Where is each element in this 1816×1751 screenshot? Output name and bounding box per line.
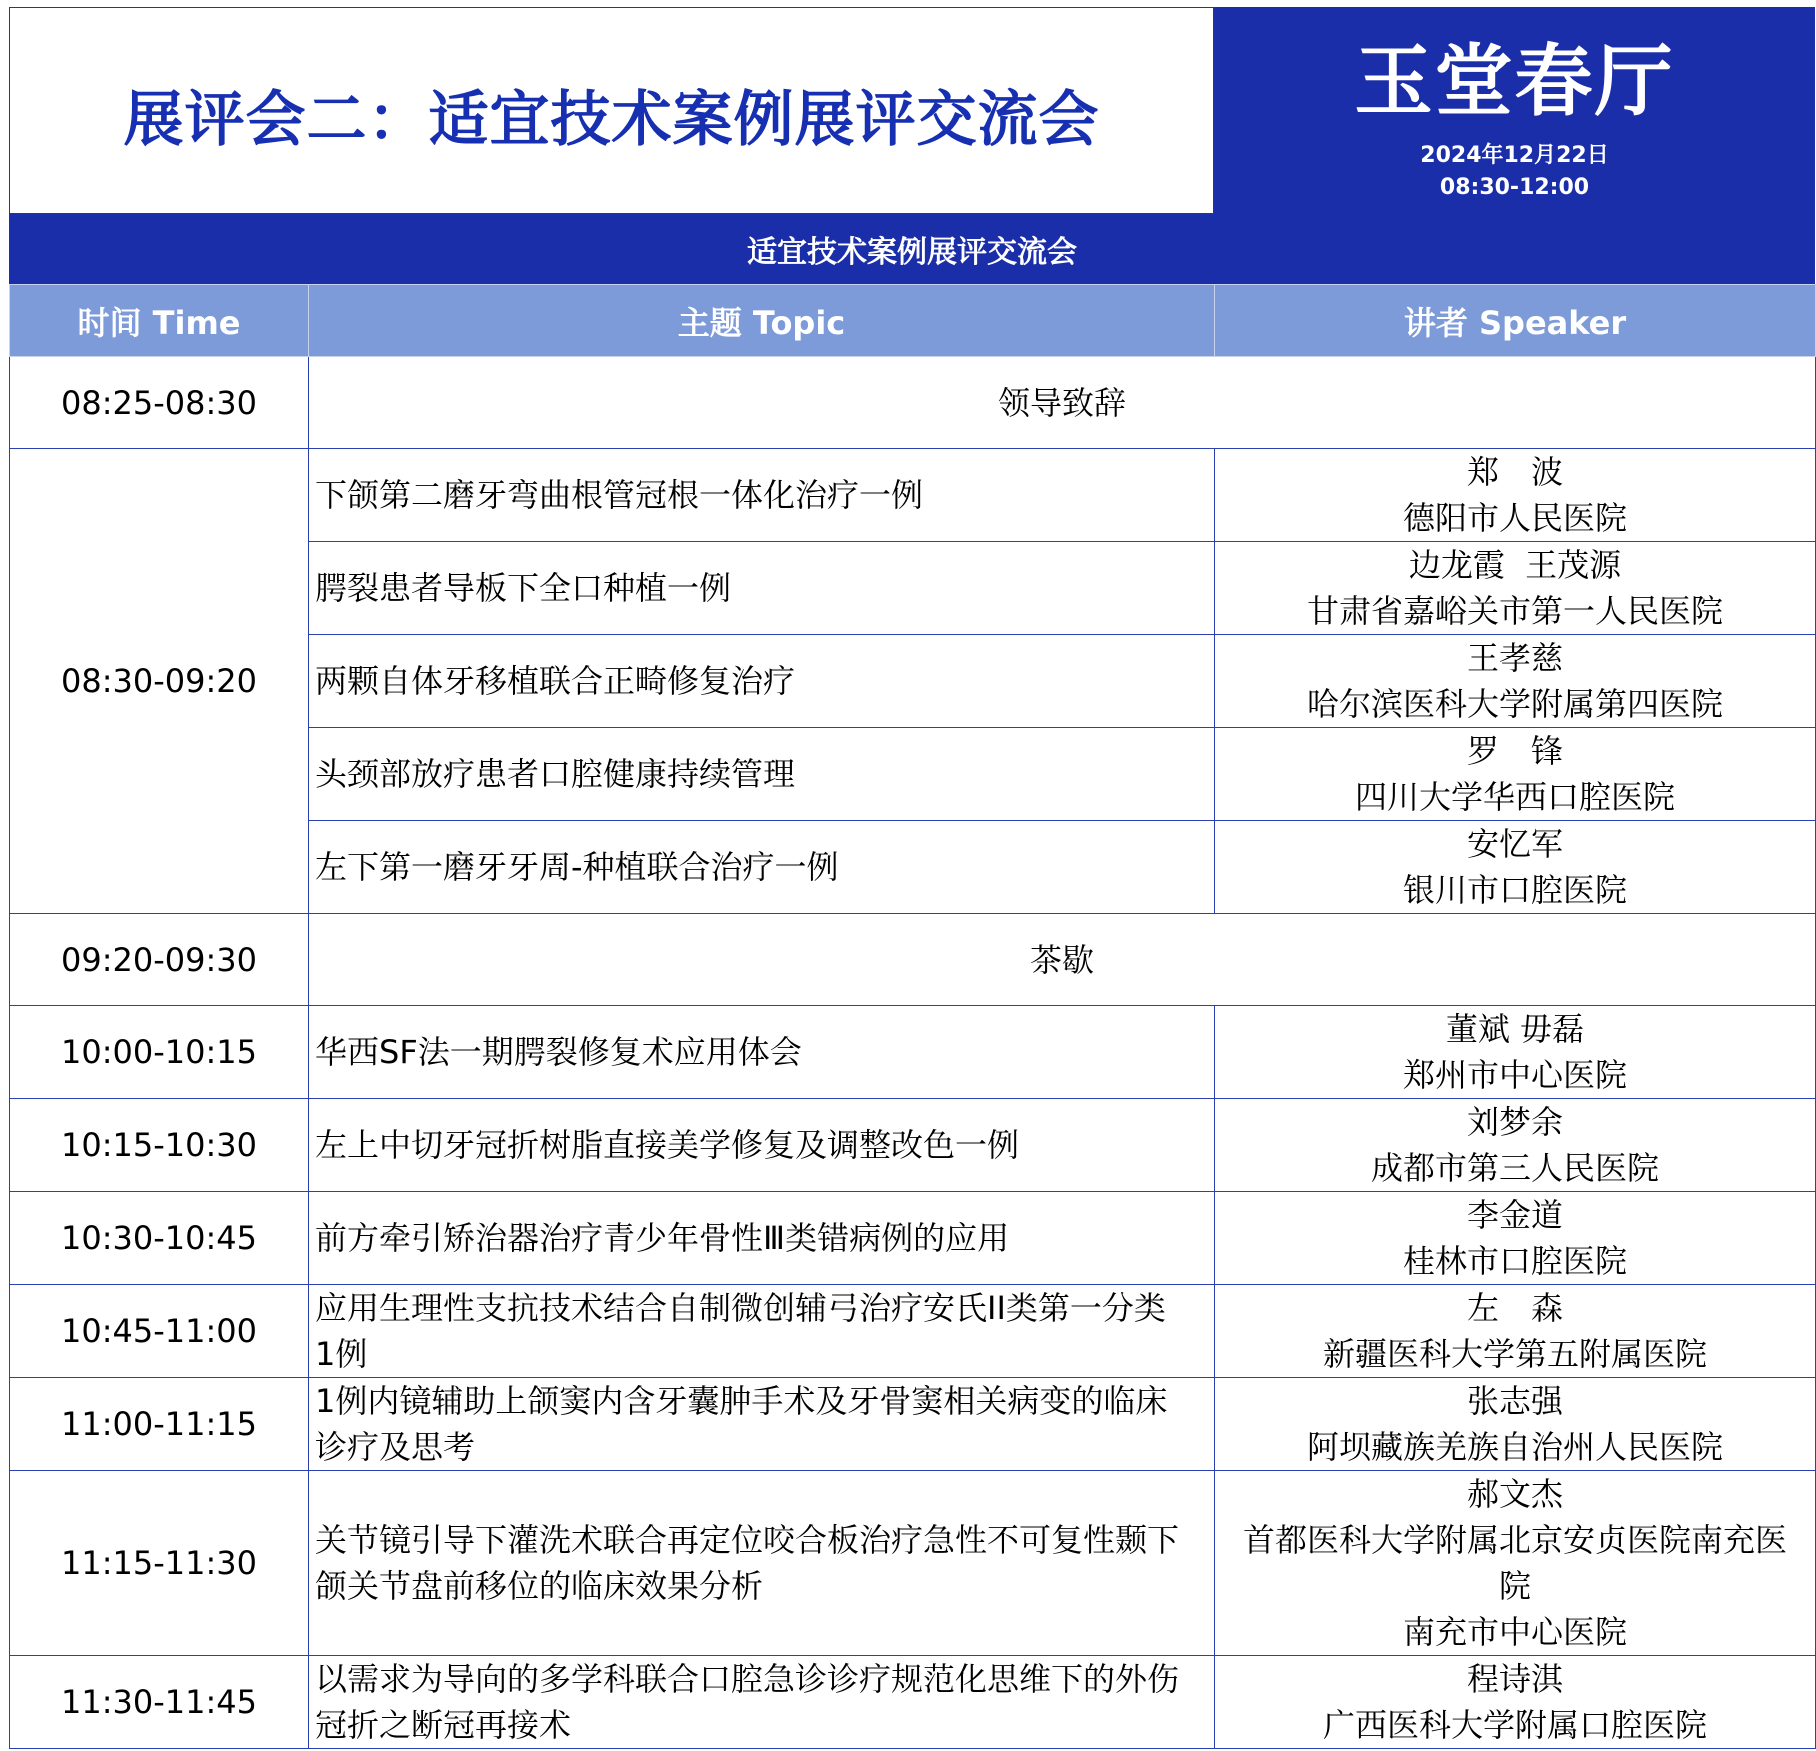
time-cell: 10:15-10:30: [10, 1099, 309, 1192]
table-row: [10, 449, 1816, 542]
topic-cell: 华西SF法一期腭裂修复术应用体会: [309, 1006, 1215, 1099]
title-box: [9, 7, 1214, 214]
column-header-time: 时间 Time: [10, 285, 309, 357]
speaker-name: 罗 锋: [1466, 732, 1563, 770]
time-cell: 09:20-09:30: [10, 914, 309, 1006]
time-cell: 08:30-09:20: [10, 449, 309, 914]
topic-cell: 左上中切牙冠折树脂直接美学修复及调整改色一例: [309, 1099, 1215, 1192]
session-cell: 领导致辞: [309, 357, 1816, 449]
time-cell: 08:25-08:30: [10, 357, 309, 449]
speaker-organization: 南充市中心医院: [1402, 1613, 1627, 1651]
schedule-table: [9, 284, 1816, 1749]
topic-cell: 两颗自体牙移植联合正畸修复治疗: [309, 635, 1215, 728]
speaker-name: 边龙霞 王茂源: [1408, 546, 1622, 584]
page-title: 展评会二：适宜技术案例展评交流会: [123, 84, 1100, 155]
speaker-name: 王孝慈: [1466, 639, 1563, 677]
column-header-topic: 主题 Topic: [309, 285, 1215, 357]
speaker-cell: [1215, 1006, 1816, 1099]
topic-line: 诊疗及思考: [315, 1428, 476, 1466]
speaker-name: 郑 波: [1466, 453, 1563, 491]
speaker-organization: 阿坝藏族羌族自治州人民医院: [1306, 1428, 1723, 1466]
table-row: [10, 1099, 1816, 1192]
speaker-cell: [1215, 1192, 1816, 1285]
speaker-name: 张志强: [1466, 1382, 1563, 1420]
speaker-organization: 新疆医科大学第五附属医院: [1322, 1335, 1707, 1373]
speaker-cell: [1215, 1471, 1816, 1656]
topic-cell: 左下第一磨牙牙周-种植联合治疗一例: [309, 821, 1215, 914]
speaker-organization: 成都市第三人民医院: [1370, 1149, 1659, 1187]
column-header-speaker: 讲者 Speaker: [1215, 285, 1816, 357]
speaker-name: 左 森: [1466, 1289, 1563, 1327]
speaker-organization: 银川市口腔医院: [1402, 871, 1627, 909]
session-cell: 茶歇: [309, 914, 1816, 1006]
table-row: [10, 357, 1816, 449]
speaker-organization: 甘肃省嘉峪关市第一人民医院: [1306, 592, 1723, 630]
time-cell: 11:30-11:45: [10, 1656, 309, 1749]
speaker-cell: [1215, 1285, 1816, 1378]
event-time: 08:30-12:00: [1439, 175, 1590, 200]
time-cell: 10:00-10:15: [10, 1006, 309, 1099]
time-cell: 11:15-11:30: [10, 1471, 309, 1656]
speaker-organization: 广西医科大学附属口腔医院: [1322, 1706, 1707, 1744]
event-date: 2024年12月22日: [1420, 143, 1609, 168]
topic-cell: 腭裂患者导板下全口种植一例: [309, 542, 1215, 635]
header: [9, 7, 1815, 214]
topic-cell: [309, 1378, 1215, 1471]
speaker-name: 李金道: [1466, 1196, 1563, 1234]
speaker-organization: 哈尔滨医科大学附属第四医院: [1306, 685, 1723, 723]
speaker-organization: 郑州市中心医院: [1402, 1056, 1627, 1094]
speaker-cell: [1215, 1656, 1816, 1749]
venue-name: 玉堂春厅: [1354, 37, 1675, 127]
venue-box: [1214, 7, 1815, 214]
time-cell: 10:30-10:45: [10, 1192, 309, 1285]
speaker-cell: [1215, 449, 1816, 542]
table-row: [10, 914, 1816, 1006]
speaker-name: 程诗淇: [1466, 1660, 1563, 1698]
speaker-name: 董斌 毋磊: [1445, 1010, 1585, 1048]
speaker-organization: 四川大学华西口腔医院: [1354, 778, 1675, 816]
topic-cell: 下颌第二磨牙弯曲根管冠根一体化治疗一例: [309, 449, 1215, 542]
speaker-cell: [1215, 1378, 1816, 1471]
topic-cell: [309, 1285, 1215, 1378]
table-row: [10, 1192, 1816, 1285]
speaker-organization: 院: [1498, 1567, 1531, 1605]
speaker-organization: 桂林市口腔医院: [1402, 1242, 1627, 1280]
table-row: [10, 1378, 1816, 1471]
topic-line: 1例: [315, 1335, 368, 1373]
speaker-name: 郝文杰: [1466, 1475, 1563, 1513]
time-cell: 10:45-11:00: [10, 1285, 309, 1378]
topic-line: 以需求为导向的多学科联合口腔急诊诊疗规范化思维下的外伤: [315, 1660, 1180, 1698]
speaker-cell: [1215, 635, 1816, 728]
topic-line: 关节镜引导下灌洗术联合再定位咬合板治疗急性不可复性颞下: [315, 1521, 1180, 1559]
speaker-cell: [1215, 542, 1816, 635]
topic-line: 颌关节盘前移位的临床效果分析: [315, 1567, 764, 1605]
topic-cell: [309, 1471, 1215, 1656]
speaker-cell: [1215, 1099, 1816, 1192]
table-header-row: [10, 285, 1816, 357]
topic-line: 应用生理性支抗技术结合自制微创辅弓治疗安氏II类第一分类: [315, 1289, 1166, 1327]
speaker-organization: 德阳市人民医院: [1402, 499, 1627, 537]
table-row: [10, 1656, 1816, 1749]
topic-line: 1例内镜辅助上颌窦内含牙囊肿手术及牙骨窦相关病变的临床: [315, 1382, 1168, 1420]
table-row: [10, 1006, 1816, 1099]
speaker-name: 刘梦余: [1466, 1103, 1563, 1141]
table-row: [10, 1471, 1816, 1656]
speaker-cell: [1215, 728, 1816, 821]
section-title: 适宜技术案例展评交流会: [9, 214, 1815, 284]
time-cell: 11:00-11:15: [10, 1378, 309, 1471]
topic-cell: 前方牵引矫治器治疗青少年骨性Ⅲ类错病例的应用: [309, 1192, 1215, 1285]
topic-line: 冠折之断冠再接术: [315, 1706, 572, 1744]
speaker-organization: 首都医科大学附属北京安贞医院南充医: [1242, 1521, 1787, 1559]
topic-cell: 头颈部放疗患者口腔健康持续管理: [309, 728, 1215, 821]
speaker-cell: [1215, 821, 1816, 914]
speaker-name: 安忆军: [1466, 825, 1563, 863]
topic-cell: [309, 1656, 1215, 1749]
table-row: [10, 1285, 1816, 1378]
